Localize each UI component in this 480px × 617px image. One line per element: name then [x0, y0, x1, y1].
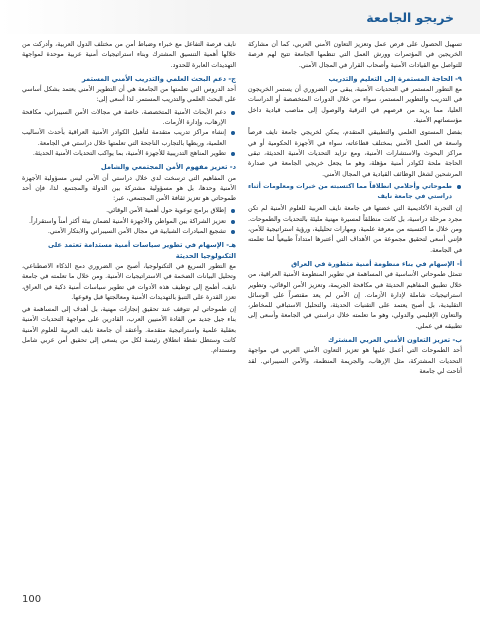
paragraph: أحد الدروس التي تعلمتها من الجامعة هي أن التطوير الأمني يعتمد بشكل أساسي على البحث العلمي والتدريب المستمر. لذا أسعى إلى:: [22, 86, 236, 104]
right-column: [248, 40, 462, 583]
paragraph: بفضل المستوى العلمي والتطبيقي المتقدم، يمكن لخريجي جامعة نايف فرصاً واسعة في العمل الأمني بمختلف قطاعاته، سواء في الأجهزة الحكومية أو في مراكز البحوث والاستشارات الأمنية، ومع تزايد التحديات الأمنية الحديثة، تبقى الحاجة ملحة لكوادر أمنية مؤهلة، وهو ما يجعل خريجي الجامعة في صدارة المرشحين لشغل الوظائف القيادية في المجال الأمني.: [248, 129, 462, 178]
section-heading: ج- دعم البحث العلمي والتدريب الأمني المستمر: [81, 74, 236, 83]
list-item: تعزيز الشراكة بين المواطن والأجهزة الأمنية لضمان بيئة أكثر أمناً واستقراراً.: [22, 217, 226, 227]
paragraph: إن التجربة الأكاديمية التي خضتها في جامعة نايف العربية للعلوم الأمنية لم تكن مجرد مرحلة دراسية، بل كانت منطلقاً لمسيرة مهنية مليئة بالتحديات والطموحات. ومن خلال ما اكتسبته من معرفة علمية، ومهارات تحليلية، ورؤية استراتيجية للأمن، فإنني أسعى لتحقيق مجموعة من الأهداف التي أعتبرها امتداداً طبيعياً لما تعلمته في الجامعة.: [248, 205, 462, 254]
page-number: 100: [22, 594, 42, 605]
paragraph: أحد الطموحات التي أعمل عليها هو تعزيز التعاون الأمني العربي في مواجهة التحديات المشتركة، مثل الإرهاب، والجريمة المنظمة، والأمن السيبراني. لقد أتاحت لي جامعة: [248, 347, 462, 375]
section-heading: أ- الإسهام في بناء منظومة أمنية متطورة في العراق: [291, 259, 462, 268]
left-column: [22, 40, 236, 583]
bullet-list: [22, 108, 236, 159]
text-columns: [22, 40, 462, 583]
paragraph: نايف فرصة التفاعل مع خبراء وضباط أمن من مختلف الدول العربية، وأدركت من خلالها أهمية التنسيق المشترك وبناء استراتيجيات أمنية عربية موحدة لمواجهة التهديدات العابرة للحدود.: [22, 41, 236, 69]
bullet-list: [22, 206, 236, 237]
bullet-list: [248, 182, 462, 203]
paragraph: مع التطور المستمر في التحديات الأمنية، يبقى من الضروري أن يستمر الخريجون في التدريب والتطوير المستمر، سواء من خلال الدورات المتخصصة أو الدراسات العليا، مما يزيد من فرصهم في الترقية والوصول إلى مناصب قيادية داخل مؤسساتهم الأمنية.: [248, 86, 462, 125]
paragraph: تتمثل طموحاتي الأساسية في المساهمة في تطوير المنظومة الأمنية العراقية، من خلال تطبيق المفاهيم الحديثة في مكافحة الجريمة، وتعزيز الأمن الوقائي، وتطوير استراتيجيات شاملة لإدارة الأزمات. إن الأمن لم يعد مقتصراً على الوسائل التقليدية، بل أصبح يعتمد على التقنيات الحديثة، والتحليل الاستباقي للمخاطر، والتعاون الإقليمي والدولي، وهو ما تعلمته خلال دراستي في الجامعة وأسعى إلى تطبيقه في عملي.: [248, 271, 462, 330]
list-item: إنشاء مراكز تدريب متقدمة لتأهيل الكوادر الأمنية العراقية بأحدث الأساليب العلمية، وربطها بالتجارب الناجحة التي تعلمتها خلال دراستي في الجامعة.: [22, 128, 226, 149]
list-item: دعم الأبحاث الأمنية المتخصصة، خاصة في مجالات الأمن السيبراني، مكافحة الإرهاب، وإدارة الأزمات.: [22, 108, 226, 129]
section-heading: ب- تعزيز التعاون الأمني العربي المشترك: [328, 336, 462, 345]
paragraph: مع التطور السريع في التكنولوجيا، أصبح من الضروري دمج الذكاء الاصطناعي، وتحليل البيانات الضخمة في الاستراتيجيات الأمنية. ومن خلال ما تعلمته في جامعة نايف، أطمح إلى توظيف هذه الأدوات في تطوير سياسات أمنية ذكية في العراق، تعزز القدرة على التنبؤ بالتهديدات الأمنية ومعالجتها قبل وقوعها.: [22, 262, 236, 301]
list-item: إطلاق برامج توعوية حول أهمية الأمن الوقائي.: [22, 206, 226, 216]
bullet-heading: طموحاتي وأحلامي انطلاقاً مما اكتسبته من خبرات ومعلومات أثناء دراستي في جامعة نايف: [248, 182, 452, 203]
paragraph: تسهيل الحصول على فرص عمل وتعزيز التعاون الأمني العربي، كما أن مشاركة الخريجين في المؤتمرات وورش العمل التي تنظمها الجامعة تتيح لهم فرصة للتواصل مع القيادات الأمنية وأصحاب القرار في المجال الأمني.: [248, 41, 462, 69]
list-item: تطوير المناهج التدريبية للأجهزة الأمنية، بما يواكب التحديات الأمنية الحديثة.: [22, 149, 226, 159]
section-heading: د- تعزيز مفهوم الأمن المجتمعي والشامل: [100, 163, 236, 172]
section-title: خريجو الجامعة: [366, 10, 454, 25]
paragraph: إن طموحاتي لم تتوقف عند تحقيق إنجازات مهنية، بل أهدف إلى المساهمة في بناء جيل جديد من القادة الأمنيين العرب، القادرين على مواجهة التحديات الأمنية بعقلية علمية واستراتيجية متقدمة. وأعتقد أن جامعة نايف العربية للعلوم الأمنية كانت وستظل نقطة انطلاق رئيسة لكل من يسعى إلى تحقيق أمن عربي شامل ومستدام.: [22, 306, 236, 355]
section-heading: هـ- الإسهام في تطوير سياسات أمنية مستدامة تعتمد على التكنولوجيا الحديثة: [47, 241, 236, 260]
section-heading: ٩- الحاجة المستمرة إلى التعليم والتدريب: [328, 74, 462, 83]
list-item: تشجيع المبادرات الشبابية في مجال الأمن السيبراني والابتكار الأمني.: [22, 227, 226, 237]
paragraph: من المفاهيم التي ترسخت لدي خلال دراستي أن الأمن ليس مسؤولية الأجهزة الأمنية وحدها، بل هو مسؤولية مشتركة بين الدولة والمجتمع. لذا، فإن أحد طموحاتي هو تعزيز ثقافة الأمن المجتمعي، عبر:: [22, 174, 236, 203]
